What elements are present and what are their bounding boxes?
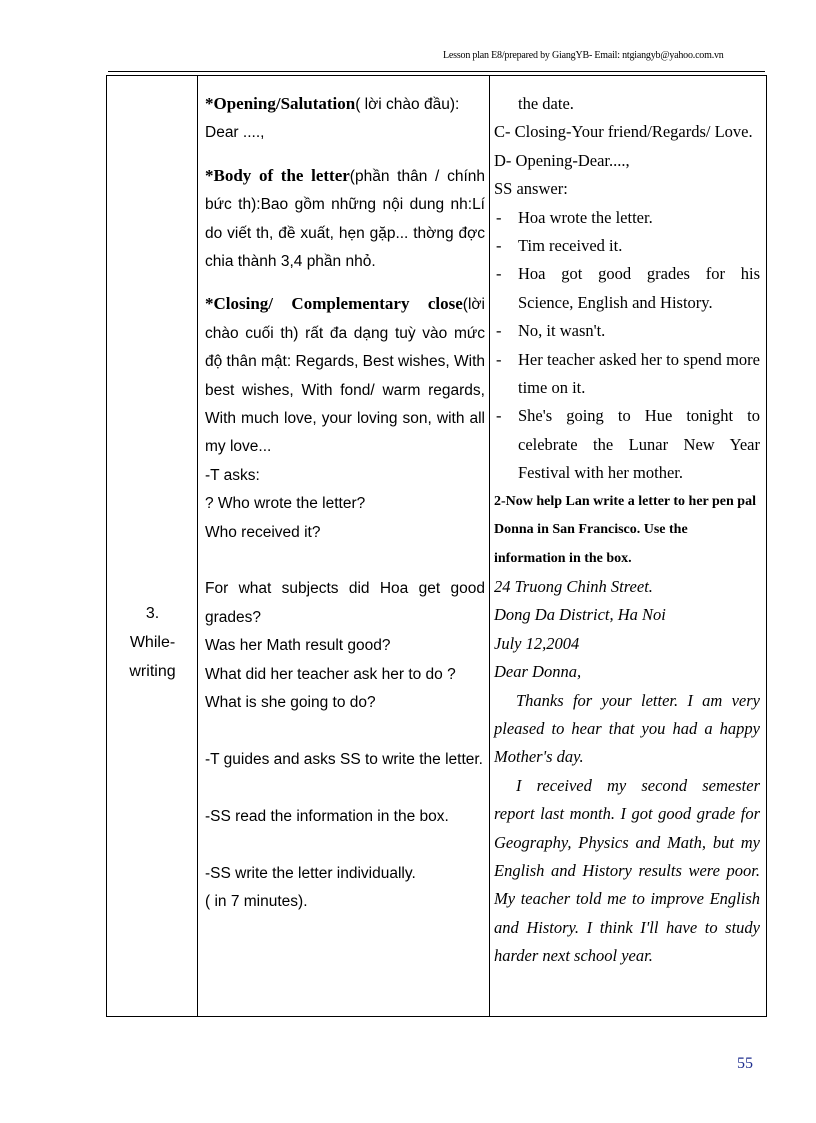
sample-letter bbox=[494, 573, 760, 971]
question: For what subjects did Hoa get good grades? bbox=[205, 580, 485, 626]
time-note: ( in 7 minutes). bbox=[205, 892, 308, 910]
question: Who received it? bbox=[205, 523, 321, 541]
stage-label bbox=[107, 599, 198, 686]
list-item: - Hoa wrote the letter. bbox=[496, 207, 653, 227]
guide-note: -T guides and asks SS to write the letter. bbox=[205, 750, 483, 768]
letter-address-1: 24 Truong Chinh Street. bbox=[494, 576, 653, 596]
stage-number: 3. bbox=[145, 605, 160, 622]
closing-note bbox=[205, 290, 485, 461]
letter-salutation: Dear Donna, bbox=[494, 662, 582, 682]
question: What is she going to do? bbox=[205, 694, 376, 712]
question: What did her teacher ask her to do ? bbox=[205, 665, 456, 683]
option-c: C- Closing-Your friend/Regards/ Love. bbox=[494, 122, 753, 142]
stage-cell bbox=[107, 76, 198, 1017]
list-item: - Her teacher asked her to spend more time on it. bbox=[496, 349, 760, 398]
opening-note bbox=[205, 90, 485, 119]
student-activities-cell bbox=[490, 76, 767, 1017]
table-row bbox=[107, 76, 767, 1017]
opening-example: Dear ...., bbox=[205, 124, 265, 142]
stage-line2: writing bbox=[129, 663, 176, 680]
page-number: 55 bbox=[737, 1055, 753, 1072]
header-rule bbox=[108, 71, 765, 72]
ss-answer: SS answer: bbox=[494, 179, 568, 199]
question: ? Who wrote the letter? bbox=[205, 495, 366, 513]
answer-list bbox=[494, 204, 760, 488]
page-header: Lesson plan E8/prepared by GiangYB- Email: ntgiangyb@yahoo.com.vn bbox=[443, 50, 724, 61]
letter-date: July 12,2004 bbox=[494, 633, 580, 653]
letter-address-2: Dong Da District, Ha Noi bbox=[494, 605, 666, 625]
list-item: - She's going to Hue tonight to celebrate the Lunar New Year Festival with her mother. bbox=[496, 406, 760, 483]
t-asks: -T asks: bbox=[205, 466, 260, 484]
body-heading: *Body of the letter bbox=[205, 165, 350, 185]
list-item: - No, it wasn't. bbox=[496, 321, 606, 341]
question: Was her Math result good? bbox=[205, 637, 391, 655]
stage-line1: While- bbox=[129, 634, 176, 651]
closing-desc: (lời chào cuối th) rất đa dạng tuỳ vào mức độ thân mật: Regards, Best wishes, With best wishes, With fond/ warm regards, With much love, your loving son, with all my love... bbox=[205, 296, 485, 456]
write-letter-note: -SS write the letter individually. bbox=[205, 864, 416, 882]
teacher-activities-cell bbox=[198, 76, 490, 1017]
body-note bbox=[205, 162, 485, 277]
read-info-note: -SS read the information in the box. bbox=[205, 807, 449, 825]
closing-heading: *Closing/ Complementary close bbox=[205, 294, 463, 314]
date-line: the date. bbox=[518, 94, 574, 113]
body-desc: (phần thân / chính bức th):Bao gồm những nội dung nh:Lí do viết th, đề xuất, hẹn gặp... thờng đợc chia thành 3,4 phần nhỏ. bbox=[205, 167, 485, 271]
task-2-instruction: 2-Now help Lan write a letter to her pen pal Donna in San Francisco. Use the information in the box. bbox=[494, 493, 756, 566]
option-d: D- Opening-Dear...., bbox=[494, 150, 630, 170]
letter-paragraph-2: I received my second semester report last month. I got good grade for Geography, Physics and Math, but my English and History results were poor. My teacher told me to improve English and History. I think I'll have to study harder next school year. bbox=[494, 775, 760, 966]
list-item: - Tim received it. bbox=[496, 236, 623, 256]
lesson-table bbox=[106, 75, 767, 1017]
opening-heading: *Opening/Salutation bbox=[205, 94, 356, 113]
list-item: - Hoa got good grades for his Science, English and History. bbox=[496, 264, 760, 312]
opening-desc: ( lời chào đầu): bbox=[355, 96, 460, 113]
letter-paragraph-1: Thanks for your letter. I am very pleased to hear that you had a happy Mother's day. bbox=[494, 690, 760, 767]
